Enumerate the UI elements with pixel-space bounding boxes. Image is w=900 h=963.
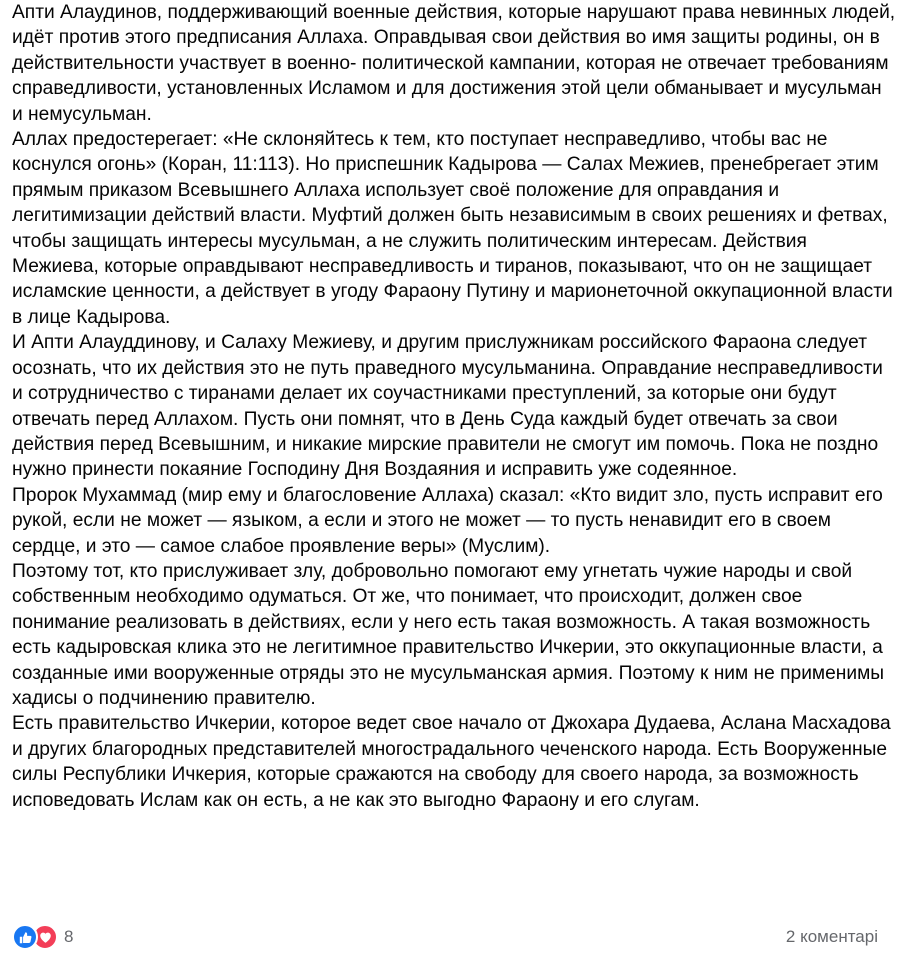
post-paragraph-4: Пророк Мухаммад (мир ему и благословение Аллаха) сказал: «Кто видит зло, пусть исправит его рукой, если не может — языком, а если и этого не может — то пусть ненавидит его в своем сердце, и это — самое слабое проявление веры» (Муслим). [12,484,883,557]
post-paragraph-2: Аллах предостерегает: «Не склоняйтесь к тем, кто поступает несправедливо, чтобы вас не коснулся огонь» (Коран, 11:113). Но приспешник Кадырова — Салах Межиев, пренебрегает этим прямым приказом Всевышнего Аллаха использует своё положение для оправдания и легитимизации действий власти. Муфтий должен быть независимым в своих решениях и фетвах, чтобы защищать интересы мусульман, а не служить политическим интересам. Действия Межиева, которые оправдывают несправедливость и тиранов, показывают, что он не защищает исламские ценности, а действует в угоду Фараону Путину и марионеточной оккупационной власти в лице Кадырова. [12,129,893,328]
comments-count-link[interactable]: 2 коментарі [785,927,878,946]
post-paragraph-3: И Апти Алауддинову, и Салаху Межиеву, и другим прислужникам российского Фараона следует осознать, что их действия это не путь праведного мусульманина. Оправдание несправедливости и сотрудничество с тиранами делает их соучастниками преступлений, за которые они будут отвечать перед Аллахом. Пусть они помнят, что в День Суда каждый будет отвечать за свои действия перед Всевышним, и никакие мирские правители не смогут им помочь. Пока не поздно нужно принести покаяние Господину Дня Воздаяния и исправить уже содеянное. [12,332,883,481]
reactions-summary[interactable] [12,924,73,950]
post-footer [12,922,878,952]
post-paragraph-1: Апти Алаудинов, поддерживающий военные действия, которые нарушают права невинных людей, идёт против этого предписания Аллаха. Оправдывая свои действия во имя защиты родины, он в действительности участвует в военно- политической кампании, которая не отвечает требованиям справедливости, установленных Исламом и для достижения этой цели обманывает и мусульман и немусульман. [12,2,896,125]
reaction-count[interactable]: 8 [64,927,74,946]
thumbs-up-icon[interactable] [12,924,38,950]
post-paragraph-6: Есть правительство Ичкерии, которое ведет свое начало от Джохара Дудаева, Аслана Масхадова и других благородных представителей многострадального чеченского народа. Есть Вооруженные силы Республики Ичкерия, которые сражаются на свободу для своего народа, за возможность исповедовать Ислам как он есть, а не как это выгодно Фараону и его слугам. [12,713,891,811]
post-paragraph-5: Поэтому тот, кто прислуживает злу, добровольно помогают ему угнетать чужие народы и свой собственным необходимо одуматься. От же, что понимает, что происходит, должен свое понимание реализовать в действиях, если у него есть такая возможность. А такая возможность есть кадыровская клика это не легитимное правительство Ичкерии, это оккупационные власти, а созданные ими вооруженные отряды это не мусульманская армия. Поэтому к ним не применимы хадисы о подчинению правителю. [12,560,885,709]
post-text [12,0,896,813]
reaction-icons[interactable] [12,924,58,950]
